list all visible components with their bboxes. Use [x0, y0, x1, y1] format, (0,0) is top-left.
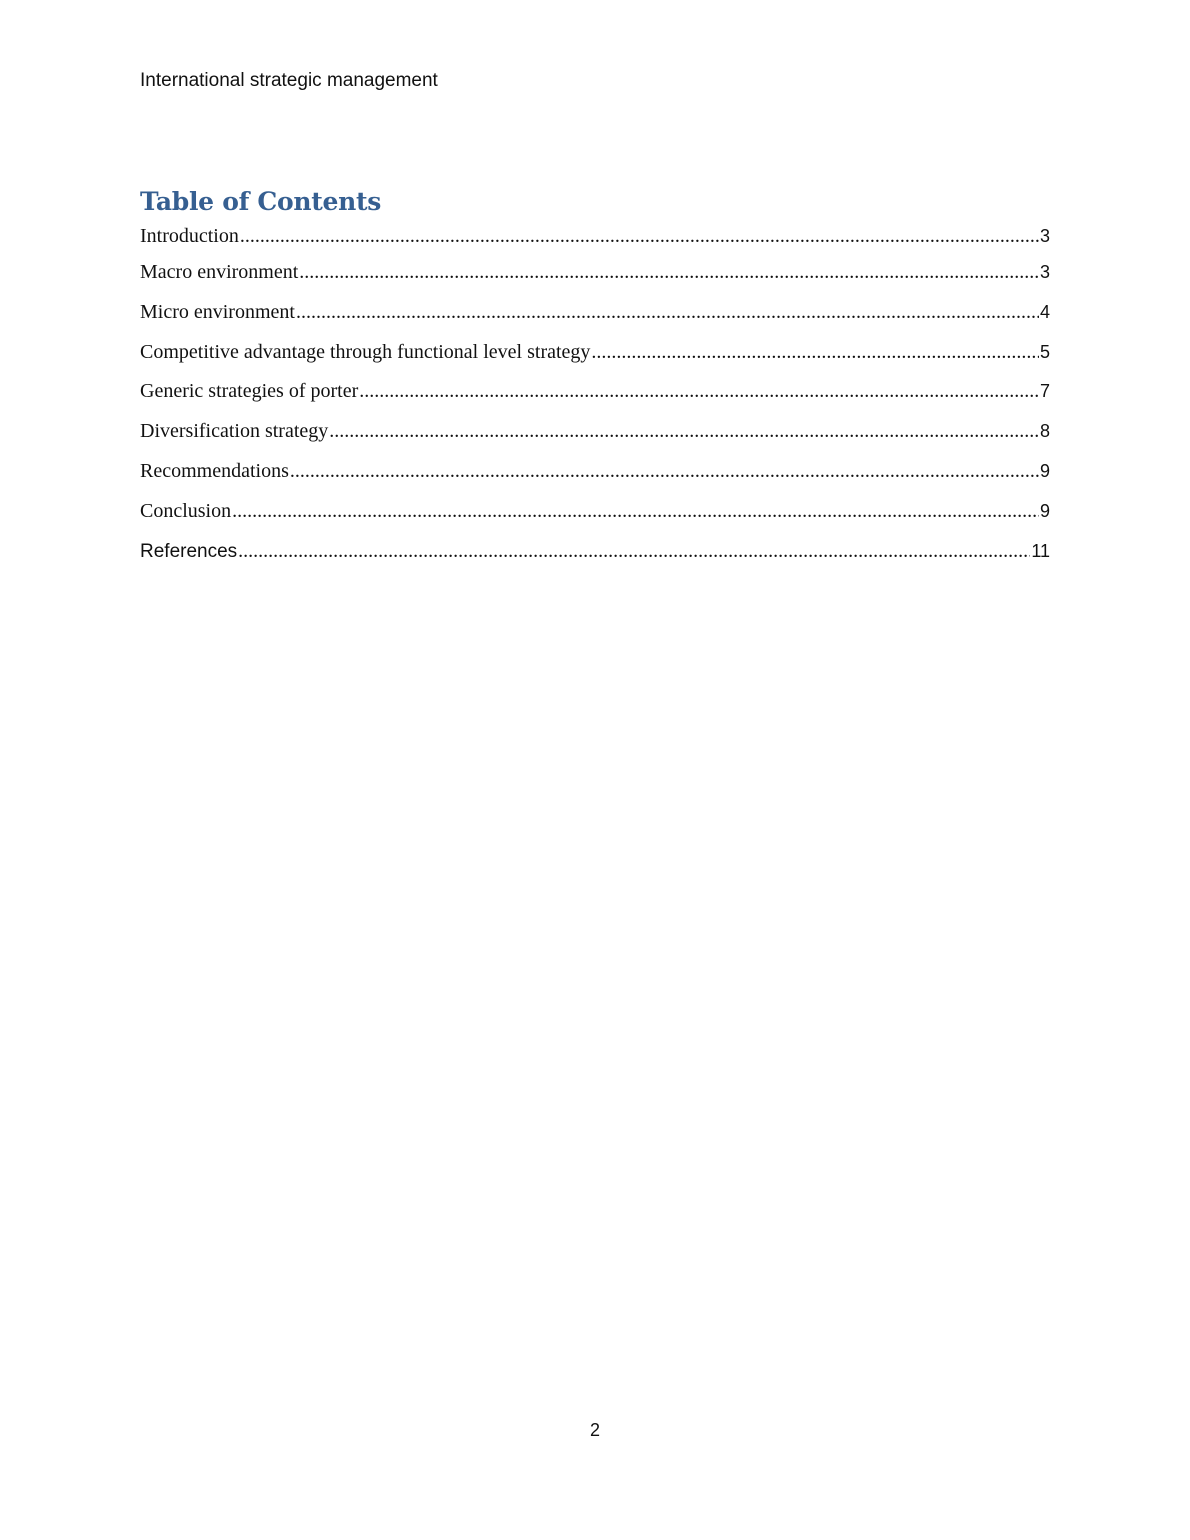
toc-list: [140, 225, 1050, 579]
toc-entry-competitive-advantage[interactable]: [140, 341, 1050, 381]
running-header: International strategic management: [140, 70, 438, 91]
toc-entry-title: Conclusion: [140, 499, 232, 522]
toc-entry-page: 4: [1039, 301, 1050, 322]
toc-entry-conclusion[interactable]: [140, 500, 1050, 540]
toc-entry-title: Introduction: [140, 225, 239, 247]
toc-entry-page: 9: [1039, 460, 1050, 481]
toc-entry-page: 9: [1039, 500, 1050, 521]
toc-dot-leader: [240, 225, 1039, 248]
toc-dot-leader: [232, 500, 1039, 523]
toc-entry-title: Micro environment: [140, 300, 295, 323]
page-number: 2: [589, 1420, 600, 1440]
toc-dot-leader: [238, 540, 1030, 563]
toc-entry-title: Competitive advantage through functional level strategy: [140, 340, 591, 363]
toc-entry-page: 3: [1039, 262, 1050, 282]
toc-entry-generic-strategies[interactable]: [140, 380, 1050, 420]
toc-entry-references[interactable]: [140, 540, 1050, 580]
toc-entry-diversification-strategy[interactable]: [140, 420, 1050, 460]
toc-entry-micro-environment[interactable]: [140, 301, 1050, 341]
toc-entry-page: 3: [1039, 226, 1050, 246]
table-of-contents: [140, 185, 1050, 579]
toc-dot-leader: [296, 301, 1039, 324]
toc-dot-leader: [329, 420, 1039, 443]
toc-dot-leader: [359, 380, 1039, 403]
toc-entry-title: References: [140, 540, 238, 562]
toc-entry-title: Macro environment: [140, 261, 299, 283]
toc-entry-title: Diversification strategy: [140, 420, 329, 443]
toc-entry-page: 8: [1039, 421, 1050, 442]
toc-entry-macro-environment[interactable]: [140, 261, 1050, 301]
toc-entry-title: Recommendations: [140, 459, 289, 482]
toc-dot-leader: [290, 460, 1039, 483]
toc-entry-recommendations[interactable]: [140, 460, 1050, 500]
toc-dot-leader: [591, 341, 1039, 364]
toc-entry-introduction[interactable]: [140, 225, 1050, 261]
toc-dot-leader: [299, 261, 1039, 284]
toc-heading: Table of Contents: [140, 187, 382, 216]
toc-entry-page: 11: [1031, 540, 1050, 561]
toc-entry-page: 7: [1039, 381, 1050, 402]
toc-entry-page: 5: [1039, 341, 1050, 362]
toc-entry-title: Generic strategies of porter: [140, 380, 359, 403]
